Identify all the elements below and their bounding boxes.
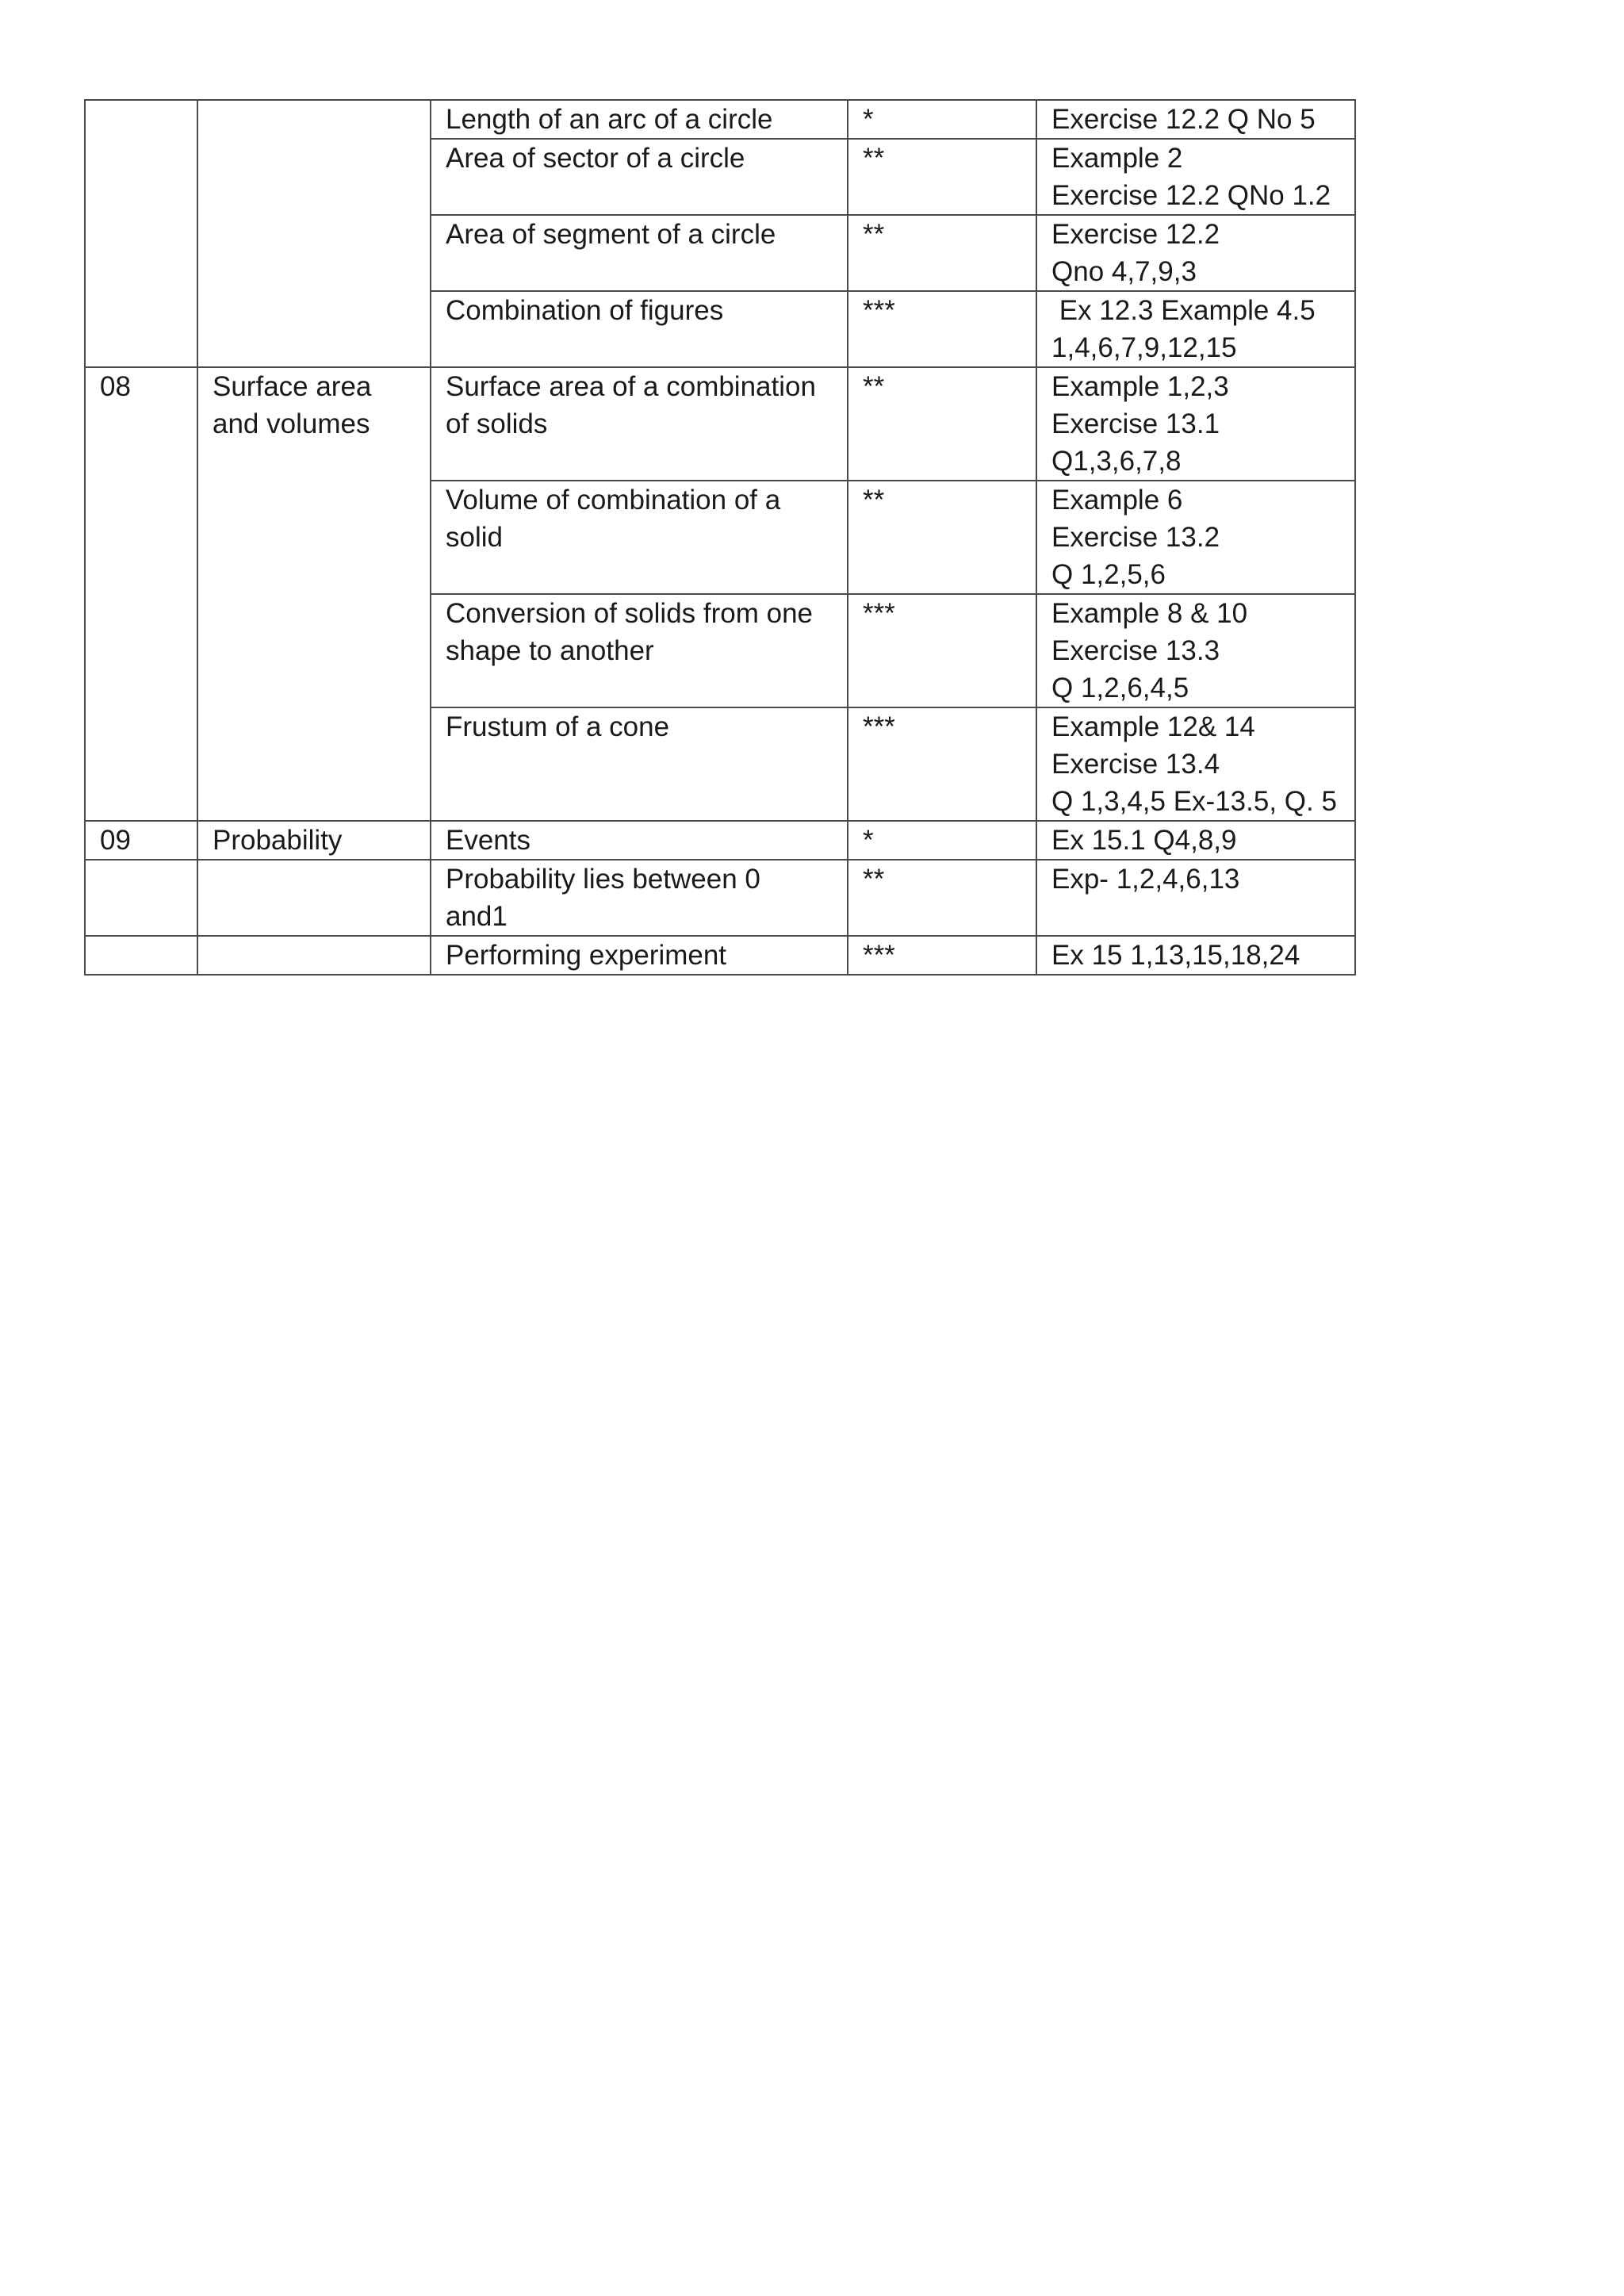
unit-number-cell: 08 [85, 367, 197, 821]
reference-cell [1036, 367, 1355, 481]
topic-cell [431, 481, 848, 594]
reference-cell [1036, 481, 1355, 594]
table-row [85, 936, 1355, 975]
topic-line: solid [446, 522, 503, 553]
reference-line: Q1,3,6,7,8 [1051, 446, 1182, 477]
unit-number-cell: 09 [85, 821, 197, 860]
unit-name-cell [197, 860, 431, 936]
topic-cell [431, 936, 848, 975]
reference-line: Exercise 13.1 [1051, 408, 1220, 439]
reference-line: Example 6 [1051, 485, 1183, 516]
reference-cell [1036, 707, 1355, 821]
unit-name-cell [197, 821, 431, 860]
unit-name-line: and volumes [213, 408, 370, 439]
reference-line: Qno 4,7,9,3 [1051, 256, 1197, 287]
reference-line: Q 1,3,4,5 Ex-13.5, Q. 5 [1051, 786, 1337, 817]
unit-name-cell [197, 367, 431, 821]
level-cell: ** [848, 481, 1036, 594]
table-row [85, 860, 1355, 936]
topic-line: Performing experiment [446, 940, 727, 971]
topic-cell [431, 821, 848, 860]
reference-line: Exercise 12.2 QNo 1.2 [1051, 180, 1331, 211]
level-cell: ** [848, 139, 1036, 215]
topic-line: Length of an arc of a circle [446, 104, 773, 135]
topic-cell [431, 139, 848, 215]
level-cell: *** [848, 291, 1036, 367]
table-row [85, 821, 1355, 860]
reference-line: Exp- 1,2,4,6,13 [1051, 864, 1240, 895]
reference-cell [1036, 936, 1355, 975]
level-cell: ** [848, 860, 1036, 936]
reference-cell [1036, 215, 1355, 291]
unit-number-cell [85, 860, 197, 936]
topic-line: Frustum of a cone [446, 711, 670, 742]
reference-line: Ex 12.3 Example 4.5 [1051, 295, 1316, 326]
level-cell: *** [848, 707, 1036, 821]
reference-line: Exercise 12.2 [1051, 219, 1220, 250]
unit-name-line: Surface area [213, 371, 372, 402]
topic-cell [431, 707, 848, 821]
topic-line: and1 [446, 901, 508, 932]
reference-line: Ex 15 1,13,15,18,24 [1051, 940, 1300, 971]
reference-line: Q 1,2,6,4,5 [1051, 673, 1189, 703]
reference-line: Example 1,2,3 [1051, 371, 1229, 402]
unit-number-cell [85, 936, 197, 975]
topic-line: Combination of figures [446, 295, 724, 326]
topic-line: shape to another [446, 635, 654, 666]
topic-line: Probability lies between 0 [446, 864, 760, 895]
level-cell: * [848, 100, 1036, 139]
topic-line: Conversion of solids from one [446, 598, 813, 629]
reference-cell [1036, 860, 1355, 936]
reference-line: Example 12& 14 [1051, 711, 1255, 742]
reference-cell [1036, 100, 1355, 139]
topic-cell [431, 594, 848, 707]
topic-line: Events [446, 825, 530, 856]
table-row [85, 367, 1355, 481]
topic-cell [431, 367, 848, 481]
reference-line: Ex 15.1 Q4,8,9 [1051, 825, 1237, 856]
topic-line: Area of sector of a circle [446, 143, 745, 174]
table-row [85, 100, 1355, 139]
level-cell: ** [848, 215, 1036, 291]
unit-name-cell [197, 100, 431, 367]
topic-cell [431, 100, 848, 139]
syllabus-table [84, 99, 1356, 976]
level-cell: ** [848, 367, 1036, 481]
level-cell: *** [848, 594, 1036, 707]
reference-cell [1036, 594, 1355, 707]
reference-line: Exercise 13.2 [1051, 522, 1220, 553]
reference-cell [1036, 291, 1355, 367]
reference-line: Q 1,2,5,6 [1051, 559, 1166, 590]
level-cell: *** [848, 936, 1036, 975]
reference-line: Example 8 & 10 [1051, 598, 1248, 629]
reference-line: 1,4,6,7,9,12,15 [1051, 332, 1237, 363]
reference-line: Example 2 [1051, 143, 1183, 174]
unit-name-line: Probability [213, 825, 343, 856]
topic-line: Volume of combination of a [446, 485, 781, 516]
unit-number-cell [85, 100, 197, 367]
reference-line: Exercise 13.4 [1051, 749, 1220, 780]
topic-line: Surface area of a combination [446, 371, 816, 402]
reference-line: Exercise 13.3 [1051, 635, 1220, 666]
topic-cell [431, 860, 848, 936]
topic-cell [431, 215, 848, 291]
reference-cell [1036, 139, 1355, 215]
level-cell: * [848, 821, 1036, 860]
unit-name-cell [197, 936, 431, 975]
topic-cell [431, 291, 848, 367]
reference-cell [1036, 821, 1355, 860]
topic-line: of solids [446, 408, 548, 439]
topic-line: Area of segment of a circle [446, 219, 776, 250]
reference-line: Exercise 12.2 Q No 5 [1051, 104, 1316, 135]
